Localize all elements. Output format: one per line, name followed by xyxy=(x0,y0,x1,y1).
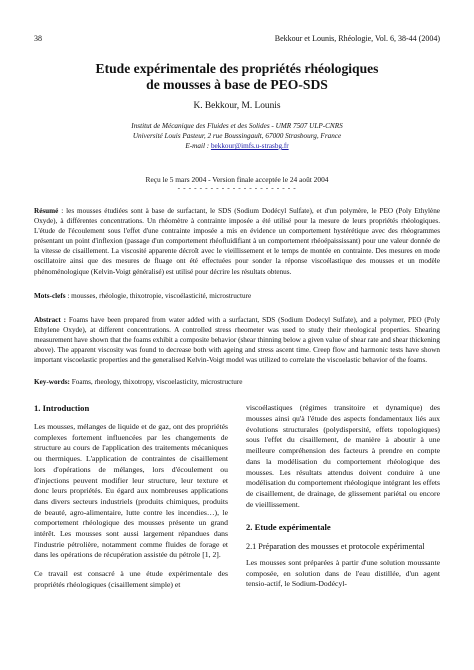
right-paragraph-2: Les mousses sont préparées à partir d'une solution moussante composée, en solution dans de l'eau distillée, d'un agent tensio-actif, le Sodium-Dodécyl- xyxy=(246,558,440,589)
title-line-2: de mousses à base de PEO-SDS xyxy=(146,77,328,92)
right-column xyxy=(246,403,440,598)
resume-label: Résumé xyxy=(34,207,59,215)
motscles-label: Mots-clefs xyxy=(34,291,66,300)
page-number: 38 xyxy=(34,34,42,43)
affiliation-line-2: Université Louis Pasteur, 2 rue Boussingault, 67000 Strasbourg, France xyxy=(132,132,342,140)
paper-title xyxy=(34,61,440,93)
title-line-1: Etude expérimentale des propriétés rhéologiques xyxy=(95,61,379,76)
affiliation xyxy=(34,121,440,151)
separator-dashes: - - - - - - - - - - - - - - - - - - - - - - xyxy=(177,183,297,192)
resume-text: : les mousses étudiées sont à base de surfactant, le SDS (Sodium Dodécyl Sulfate), et d'un polymère, le PEO (Poly Ethylène Oxyde), à différentes concentrations. Un rhéomètre à contrainte imposée a été utilisé pour la mesure de leurs propriétés rhéologiques. L'étude de l'écoulement sous l'effet d'une contrainte imposée a mis en évidence un comportement hystérétique avec des rhéogrammes présentant un point d'inflexion (passage d'un comportement rhéofluidifiant à un comportement rhéoépaississant) pour une valeur donnée de la vitesse de cisaillement. La viscosité apparente décroît avec le vieillissement et le temps de montée en contrainte. Des mesures en mode oscillatoire ainsi que des mesures de fluage ont été effectuées pour sonder la réponse viscoélastique des mousses et un modèle phénoménologique (Kelvin-Voigt généralisé) est utilisé pour décrire les résultats obtenus. xyxy=(34,207,440,276)
subsection-heading: 2.1 Préparation des mousses et protocole expérimental xyxy=(246,542,425,552)
abstract-text: Foams have been prepared from water added with a surfactant, SDS (Sodium Dodecyl Sulfate), and a polymer, PEO (Poly Ethylene Oxyde), at different concentrations. A controlled stress rheometer was used to study their rheological properties. Shearing measurement have shown that the foams exhibit a composite behavior (shear thinning below a given value of shear rate and shear thickening above). The apparent viscosity was found to decrease both with ageing and stress ascent time. Creep flow and harmonic tests have shown important viscoelastic properties and the generalised Kelvin-Voigt model was utilized to correlate the viscoelastic behavior of the foams. xyxy=(34,315,440,365)
authors: K. Bekkour, M. Lounis xyxy=(193,101,281,111)
email-link[interactable]: bekkour@imfs.u-strasbg.fr xyxy=(210,142,289,150)
journal-reference: Bekkour et Lounis, Rhéologie, Vol. 6, 38-44 (2004) xyxy=(274,34,440,43)
etude-heading: 2. Etude expérimentale xyxy=(246,522,331,533)
abstract-block xyxy=(34,315,440,365)
affiliation-line-1: Institut de Mécanique des Fluides et des Solides - UMR 7507 ULP-CNRS xyxy=(131,122,343,130)
keywords-block xyxy=(34,377,440,387)
email-line xyxy=(34,141,440,151)
motscles-text: : mousses, rhéologie, thixotropie, viscoélasticité, microstructure xyxy=(65,291,252,300)
body-columns xyxy=(34,403,440,598)
motscles-block xyxy=(34,291,440,301)
introduction-heading: 1. Introduction xyxy=(34,403,90,414)
right-paragraph-1: viscoélastiques (régimes transitoire et dynamique) des mousses ainsi qu'à l'étude des aspects fondamentaux liés aux évolutions structurales (polydispersité, effets topologiques) sous l'effet du cisaillement, de manière à aboutir à une meilleure compréhension des facteurs à prendre en compte dans la modélisation du comportement rhéologique des mousses. Les résultats attendus doivent conduire à une modélisation du comportement rhéologique intégrant les effets de cisaillement, de drainage, de glissement pariétal ou encore de vieillissement. xyxy=(246,403,440,509)
email-label: E-mail : xyxy=(185,142,211,150)
keywords-label: Key-words: xyxy=(34,378,70,387)
keywords-text: Foams, rheology, thixotropy, viscoelasticity, microstructure xyxy=(69,378,243,387)
resume-block xyxy=(34,206,440,277)
running-header xyxy=(34,34,440,44)
intro-paragraph-1: Les mousses, mélanges de liquide et de gaz, ont des propriétés complexes fortement influencées par les changements de structure au cours de l'application des traitements mécaniques ou thermiques. L'application de contraintes de cisaillement lors d'opérations de mélanges, lors d'écoulement ou d'injections peuvent modifier leur structure, leur texture et donc leurs propriétés. Eu égard aux nombreuses applications dans divers secteurs industriels (produits chimiques, produits de beauté, agro-alimentaire, lutte contre les incendies…), le comportement rhéologique des mousses présente un grand intérêt. Les mousses sont aussi largement répandues dans l'industrie pétrolière, notamment comme fluides de forage et dans les opérations de récupération assistée du pétrole [1, 2]. xyxy=(34,422,228,560)
intro-paragraph-2: Ce travail est consacré à une étude expérimentale des propriétés rhéologiques (cisaillement simple) et xyxy=(34,569,228,589)
left-column xyxy=(34,403,228,598)
abstract-label: Abstract : xyxy=(34,315,66,324)
received-dates: Reçu le 5 mars 2004 - Version finale acceptée le 24 août 2004 xyxy=(145,175,329,184)
